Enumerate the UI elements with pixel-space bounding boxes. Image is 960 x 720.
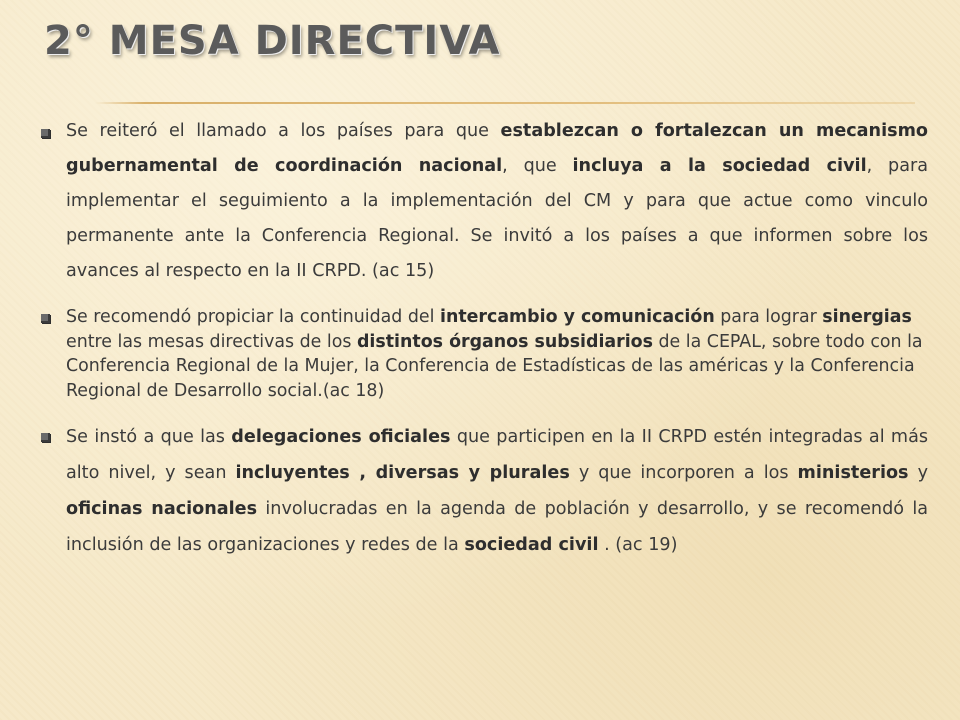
bold-text-segment: incluyentes , diversas y plurales [235, 463, 570, 483]
title-underline [95, 102, 915, 104]
bullet-text [66, 419, 928, 563]
square-bullet-icon [41, 314, 50, 323]
text-segment: , para implementar el seguimiento a la implementación del CM y para que actue como vinculo permanente ante la Conferencia Regional. Se invitó a los países a que informen sobre los avances al respecto en la II CRPD. (ac 15) [66, 156, 928, 281]
bold-text-segment: sinergias [822, 307, 912, 327]
text-segment: , que [502, 156, 573, 176]
text-segment: Se instó a que las [66, 427, 232, 447]
square-bullet-icon [41, 433, 50, 442]
square-bullet-icon [41, 129, 50, 138]
bullet-item [40, 112, 928, 289]
bold-text-segment: oficinas nacionales [66, 499, 258, 519]
bullet-item [40, 419, 928, 563]
text-segment: y [908, 463, 928, 483]
text-segment: entre las mesas directivas de los [66, 331, 357, 352]
bullet-item [40, 305, 928, 403]
text-segment: Se recomendó propiciar la continuidad del [66, 307, 440, 327]
bold-text-segment: distintos órganos subsidiarios [356, 331, 653, 352]
bullet-list [40, 112, 928, 563]
bullet-text [66, 112, 928, 289]
slide-title: 2° MESA DIRECTIVA [44, 18, 501, 64]
text-segment: involucradas en la agenda de población y desarrollo, y se recomendó la inclusión de las organizaciones y redes de la [66, 499, 928, 555]
bold-text-segment: ministerios [797, 463, 909, 483]
text-segment: para lograr [714, 307, 823, 327]
text-segment: y que incorporen a los [569, 463, 798, 483]
text-segment: . (ac 19) [598, 535, 678, 555]
text-segment: de la CEPAL, sobre todo con la Conferencia Regional de la Mujer, la Conferencia de Estadísticas de las américas y la Conferencia Regional de Desarrollo social.(ac 18) [66, 331, 923, 401]
bold-text-segment: establezcan o fortalezcan un mecanismo gubernamental de coordinación nacional [66, 121, 928, 176]
bold-text-segment: delegaciones oficiales [231, 427, 451, 447]
bold-text-segment: intercambio y comunicación [439, 307, 715, 327]
bullet-text [66, 305, 928, 403]
bold-text-segment: sociedad civil [464, 535, 599, 555]
bold-text-segment: incluya a la sociedad civil [572, 156, 867, 176]
text-segment: que participen en la II CRPD estén integradas al más alto nivel, y sean [66, 427, 929, 483]
text-segment: Se reiteró el llamado a los países para que [66, 121, 501, 141]
